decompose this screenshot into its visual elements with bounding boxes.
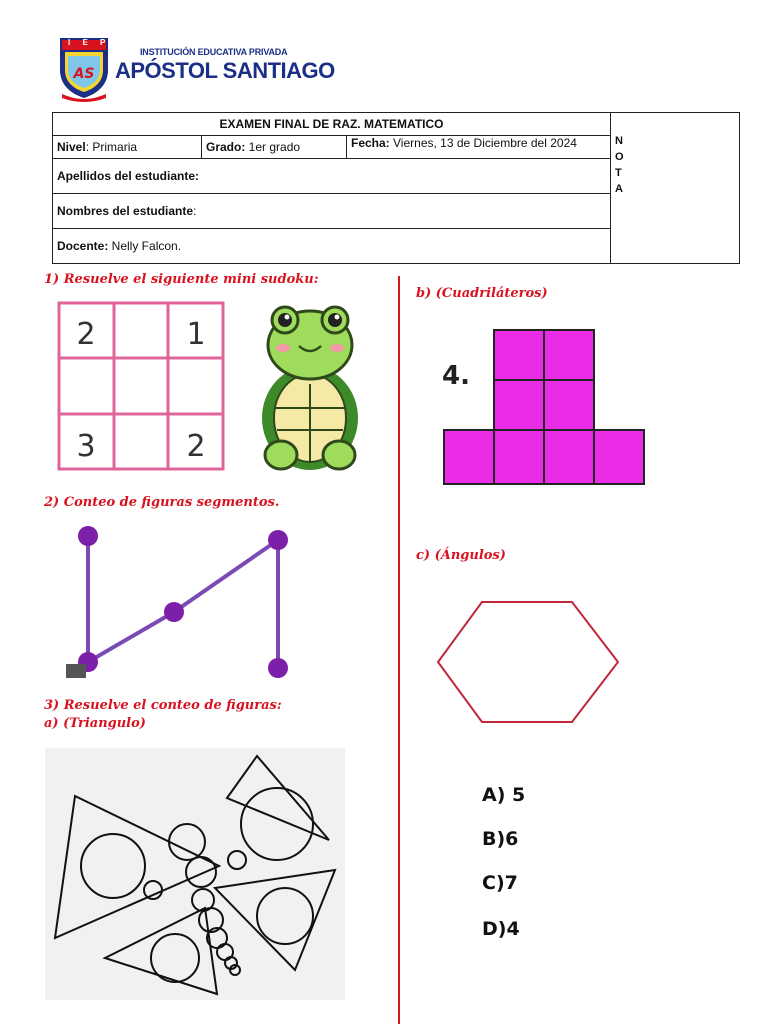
sudoku-cell: 3 <box>76 429 96 464</box>
hexagon-figure <box>430 592 630 737</box>
option-a[interactable]: A) 5 <box>482 784 526 806</box>
segments-figure <box>66 522 306 687</box>
nombres-field[interactable]: Nombres del estudiante: <box>53 194 611 229</box>
nota-letter: A <box>615 183 623 195</box>
sudoku-grid[interactable] <box>56 300 226 477</box>
option-b[interactable]: B)6 <box>482 828 519 850</box>
section-1-title: 1) Resuelve el siguiente mini sudoku: <box>44 272 319 287</box>
quad-number: 4. <box>442 361 470 391</box>
section-3a-title: a) (Triangulo) <box>44 716 146 731</box>
svg-text:AS: AS <box>73 66 95 82</box>
exam-header-table <box>52 112 740 264</box>
sudoku-cell: 2 <box>76 317 96 352</box>
section-c-title: c) (Ángulos) <box>416 548 506 563</box>
turtle-illustration <box>255 300 365 480</box>
option-d[interactable]: D)4 <box>482 918 520 940</box>
school-name-line2: APÓSTOL SANTIAGO <box>115 58 335 83</box>
apellidos-field[interactable]: Apellidos del estudiante: <box>53 159 611 194</box>
fecha-cell: Fecha: Viernes, 13 de Diciembre del 2024 <box>347 136 611 159</box>
column-divider <box>398 276 400 1024</box>
section-2-title: 2) Conteo de figuras segmentos. <box>44 495 280 510</box>
nota-box <box>611 113 740 264</box>
nivel-cell: Nivel: Primaria <box>53 136 202 159</box>
grado-cell: Grado: 1er grado <box>202 136 347 159</box>
school-logo <box>56 34 112 102</box>
sudoku-cell: 2 <box>186 429 206 464</box>
butterfly-triangles-figure <box>45 748 345 1005</box>
nota-letter: N <box>615 135 623 147</box>
option-c[interactable]: C)7 <box>482 872 518 894</box>
section-3-title: 3) Resuelve el conteo de figuras: <box>44 698 282 713</box>
nota-letter: T <box>615 167 622 179</box>
docente-field: Docente: Nelly Falcon. <box>53 229 611 264</box>
nota-letter: O <box>615 151 624 163</box>
section-b-title: b) (Cuadriláteros) <box>416 286 548 301</box>
sudoku-cell: 1 <box>186 317 206 352</box>
school-name-line1: INSTITUCIÓN EDUCATIVA PRIVADA <box>140 47 288 57</box>
logo-badge: I E P <box>68 38 111 47</box>
quadrilaterals-figure <box>436 326 648 503</box>
exam-title: EXAMEN FINAL DE RAZ. MATEMATICO <box>53 113 611 136</box>
